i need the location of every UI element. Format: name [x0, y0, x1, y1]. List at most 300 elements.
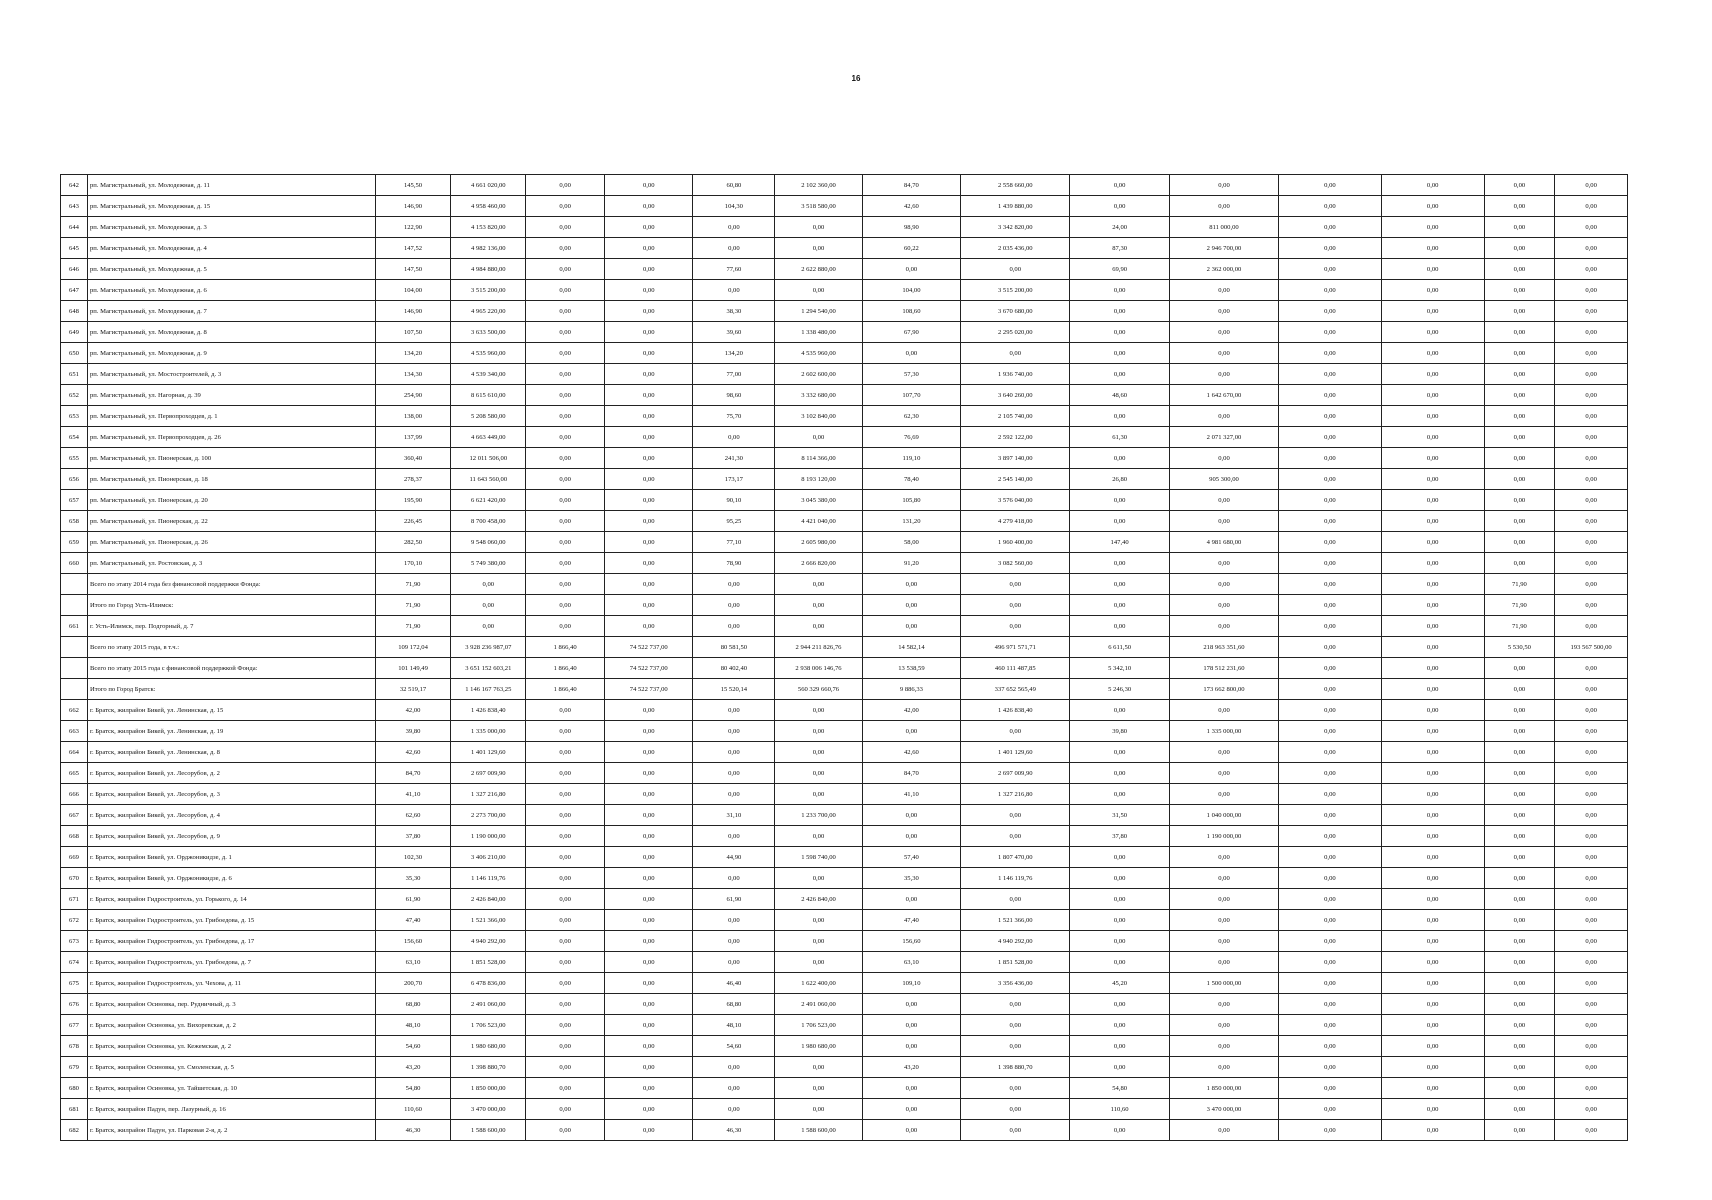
value-cell: 0,00	[451, 616, 526, 637]
value-cell: 0,00	[605, 1099, 693, 1120]
address-cell: рп. Магистральный, ул. Молодежная, д. 8	[87, 322, 375, 343]
value-cell: 0,00	[1279, 532, 1382, 553]
value-cell: 0,00	[1169, 448, 1278, 469]
table-row	[61, 826, 1628, 847]
value-cell: 0,00	[526, 469, 605, 490]
value-cell: 80 402,40	[693, 658, 775, 679]
address-cell: г. Братск, жилрайон Гидростроитель, ул. Горького, д. 14	[87, 889, 375, 910]
value-cell: 54,60	[375, 1036, 451, 1057]
value-cell: 104,00	[862, 280, 961, 301]
address-cell: рп. Магистральный, ул. Первопроходцев, д. 1	[87, 406, 375, 427]
value-cell: 98,90	[862, 217, 961, 238]
value-cell: 2 426 840,00	[775, 889, 862, 910]
value-cell: 0,00	[1279, 490, 1382, 511]
value-cell: 0,00	[1555, 952, 1628, 973]
value-cell: 101 149,49	[375, 658, 451, 679]
value-cell: 91,20	[862, 553, 961, 574]
value-cell: 138,00	[375, 406, 451, 427]
value-cell: 0,00	[1070, 910, 1170, 931]
value-cell: 42,00	[862, 700, 961, 721]
value-cell: 5 208 580,00	[451, 406, 526, 427]
value-cell: 1 233 700,00	[775, 805, 862, 826]
table-row	[61, 994, 1628, 1015]
table-row	[61, 511, 1628, 532]
table-row	[61, 616, 1628, 637]
address-cell: г. Братск, жилрайон Гидростроитель, ул. Чехова, д. 11	[87, 973, 375, 994]
value-cell: 0,00	[775, 721, 862, 742]
table-row	[61, 910, 1628, 931]
value-cell: 0,00	[526, 784, 605, 805]
value-cell: 1 294 540,00	[775, 301, 862, 322]
value-cell: 3 406 210,00	[451, 847, 526, 868]
value-cell: 76,69	[862, 427, 961, 448]
row-number: 648	[61, 301, 88, 322]
value-cell: 0,00	[1169, 742, 1278, 763]
value-cell: 0,00	[526, 427, 605, 448]
value-cell: 4 982 136,00	[451, 238, 526, 259]
value-cell: 109 172,04	[375, 637, 451, 658]
value-cell: 0,00	[961, 889, 1070, 910]
table-row	[61, 574, 1628, 595]
value-cell: 0,00	[1279, 931, 1382, 952]
value-cell: 0,00	[526, 217, 605, 238]
value-cell: 0,00	[526, 1036, 605, 1057]
value-cell: 0,00	[1555, 364, 1628, 385]
value-cell: 0,00	[526, 595, 605, 616]
value-cell: 0,00	[1484, 1057, 1555, 1078]
value-cell: 71,90	[375, 616, 451, 637]
value-cell: 5 749 380,00	[451, 553, 526, 574]
value-cell: 0,00	[526, 259, 605, 280]
value-cell: 3 670 680,00	[961, 301, 1070, 322]
row-number: 682	[61, 1120, 88, 1141]
table-row	[61, 742, 1628, 763]
value-cell: 0,00	[1381, 553, 1484, 574]
value-cell: 0,00	[526, 805, 605, 826]
value-cell: 0,00	[1169, 553, 1278, 574]
table-row	[61, 1078, 1628, 1099]
value-cell: 15 520,14	[693, 679, 775, 700]
value-cell: 0,00	[526, 175, 605, 196]
value-cell: 145,50	[375, 175, 451, 196]
value-cell: 0,00	[1070, 448, 1170, 469]
value-cell: 360,40	[375, 448, 451, 469]
value-cell: 0,00	[1279, 406, 1382, 427]
value-cell: 282,50	[375, 532, 451, 553]
value-cell: 0,00	[1279, 1078, 1382, 1099]
value-cell: 0,00	[1279, 952, 1382, 973]
value-cell: 4 279 418,00	[961, 511, 1070, 532]
value-cell: 54,60	[693, 1036, 775, 1057]
row-number: 642	[61, 175, 88, 196]
value-cell: 3 470 000,00	[451, 1099, 526, 1120]
value-cell: 0,00	[1484, 322, 1555, 343]
value-cell: 0,00	[1484, 406, 1555, 427]
value-cell: 9 886,33	[862, 679, 961, 700]
value-cell: 0,00	[1381, 658, 1484, 679]
value-cell: 0,00	[1555, 658, 1628, 679]
value-cell: 35,30	[375, 868, 451, 889]
value-cell: 0,00	[1381, 826, 1484, 847]
value-cell: 0,00	[862, 1099, 961, 1120]
value-cell: 61,90	[693, 889, 775, 910]
value-cell: 0,00	[775, 280, 862, 301]
value-cell: 0,00	[1381, 721, 1484, 742]
value-cell: 0,00	[775, 931, 862, 952]
value-cell: 95,25	[693, 511, 775, 532]
value-cell: 0,00	[605, 805, 693, 826]
value-cell: 0,00	[1070, 280, 1170, 301]
value-cell: 8 114 366,00	[775, 448, 862, 469]
value-cell: 0,00	[862, 574, 961, 595]
value-cell: 0,00	[1381, 994, 1484, 1015]
value-cell: 0,00	[1279, 511, 1382, 532]
value-cell: 60,22	[862, 238, 961, 259]
value-cell: 0,00	[961, 343, 1070, 364]
value-cell: 0,00	[526, 280, 605, 301]
value-cell: 0,00	[1070, 784, 1170, 805]
value-cell: 0,00	[1555, 532, 1628, 553]
value-cell: 14 582,14	[862, 637, 961, 658]
value-cell: 0,00	[1484, 364, 1555, 385]
address-cell: рп. Магистральный, ул. Молодежная, д. 9	[87, 343, 375, 364]
value-cell: 0,00	[1381, 427, 1484, 448]
value-cell: 0,00	[1484, 1078, 1555, 1099]
value-cell: 44,90	[693, 847, 775, 868]
value-cell: 0,00	[526, 385, 605, 406]
value-cell: 0,00	[1279, 721, 1382, 742]
value-cell: 0,00	[1555, 784, 1628, 805]
value-cell: 2 938 006 146,76	[775, 658, 862, 679]
value-cell: 0,00	[693, 280, 775, 301]
value-cell: 0,00	[526, 1120, 605, 1141]
value-cell: 1 338 480,00	[775, 322, 862, 343]
value-cell: 2 491 060,00	[451, 994, 526, 1015]
value-cell: 5 342,10	[1070, 658, 1170, 679]
address-cell: рп. Магистральный, ул. Молодежная, д. 15	[87, 196, 375, 217]
value-cell: 2 362 000,00	[1169, 259, 1278, 280]
value-cell: 0,00	[1169, 763, 1278, 784]
row-number: 649	[61, 322, 88, 343]
value-cell: 3 928 236 987,07	[451, 637, 526, 658]
table-row	[61, 175, 1628, 196]
table-row	[61, 532, 1628, 553]
table-row	[61, 868, 1628, 889]
value-cell: 0,00	[693, 595, 775, 616]
value-cell: 8 615 610,00	[451, 385, 526, 406]
value-cell: 0,00	[1484, 700, 1555, 721]
value-cell: 0,00	[605, 511, 693, 532]
row-number: 678	[61, 1036, 88, 1057]
row-number: 660	[61, 553, 88, 574]
value-cell: 0,00	[1484, 217, 1555, 238]
value-cell: 0,00	[1555, 1036, 1628, 1057]
value-cell: 0,00	[1169, 280, 1278, 301]
value-cell: 3 518 580,00	[775, 196, 862, 217]
value-cell: 0,00	[1555, 196, 1628, 217]
value-cell: 0,00	[1169, 1015, 1278, 1036]
value-cell: 0,00	[693, 868, 775, 889]
value-cell: 0,00	[1381, 490, 1484, 511]
address-cell: г. Братск, жилрайон Осиновка, ул. Вихоревская, д. 2	[87, 1015, 375, 1036]
value-cell: 0,00	[1279, 1120, 1382, 1141]
value-cell: 71,90	[375, 574, 451, 595]
value-cell: 0,00	[1484, 994, 1555, 1015]
value-cell: 0,00	[862, 826, 961, 847]
value-cell: 0,00	[526, 1015, 605, 1036]
value-cell: 71,90	[1484, 595, 1555, 616]
value-cell: 0,00	[775, 238, 862, 259]
value-cell: 3 515 200,00	[961, 280, 1070, 301]
value-cell: 0,00	[605, 532, 693, 553]
row-number: 644	[61, 217, 88, 238]
value-cell: 0,00	[1484, 343, 1555, 364]
value-cell: 0,00	[1484, 826, 1555, 847]
row-number: 669	[61, 847, 88, 868]
value-cell: 90,10	[693, 490, 775, 511]
table-row	[61, 658, 1628, 679]
value-cell: 0,00	[1555, 406, 1628, 427]
value-cell: 0,00	[1381, 595, 1484, 616]
value-cell: 39,60	[693, 322, 775, 343]
value-cell: 0,00	[1169, 175, 1278, 196]
value-cell: 104,30	[693, 196, 775, 217]
value-cell: 1 866,40	[526, 679, 605, 700]
value-cell: 0,00	[1381, 574, 1484, 595]
value-cell: 0,00	[1484, 742, 1555, 763]
value-cell: 0,00	[1484, 679, 1555, 700]
value-cell: 0,00	[605, 889, 693, 910]
value-cell: 0,00	[1070, 595, 1170, 616]
value-cell: 0,00	[605, 994, 693, 1015]
value-cell: 4 661 020,00	[451, 175, 526, 196]
value-cell: 0,00	[1169, 511, 1278, 532]
value-cell: 0,00	[605, 868, 693, 889]
value-cell: 0,00	[526, 1057, 605, 1078]
value-cell: 0,00	[775, 1099, 862, 1120]
value-cell: 0,00	[1279, 826, 1382, 847]
value-cell: 0,00	[1555, 1078, 1628, 1099]
value-cell: 2 697 009,90	[961, 763, 1070, 784]
value-cell: 0,00	[1070, 868, 1170, 889]
value-cell: 4 663 449,00	[451, 427, 526, 448]
value-cell: 109,10	[862, 973, 961, 994]
value-cell: 0,00	[1070, 952, 1170, 973]
value-cell: 195,90	[375, 490, 451, 511]
value-cell: 0,00	[775, 1078, 862, 1099]
value-cell: 4 421 040,00	[775, 511, 862, 532]
value-cell: 87,30	[1070, 238, 1170, 259]
value-cell: 46,30	[693, 1120, 775, 1141]
value-cell: 1 851 528,00	[961, 952, 1070, 973]
value-cell: 2 295 020,00	[961, 322, 1070, 343]
value-cell: 0,00	[1381, 1036, 1484, 1057]
value-cell: 0,00	[1279, 322, 1382, 343]
value-cell: 0,00	[526, 553, 605, 574]
value-cell: 3 640 260,00	[961, 385, 1070, 406]
value-cell: 0,00	[1555, 469, 1628, 490]
value-cell: 0,00	[1279, 280, 1382, 301]
row-number: 663	[61, 721, 88, 742]
table-row	[61, 1057, 1628, 1078]
value-cell: 0,00	[1484, 973, 1555, 994]
row-number: 654	[61, 427, 88, 448]
value-cell: 0,00	[1169, 406, 1278, 427]
value-cell: 0,00	[1070, 1057, 1170, 1078]
value-cell: 108,60	[862, 301, 961, 322]
value-cell: 0,00	[451, 574, 526, 595]
value-cell: 0,00	[1555, 1120, 1628, 1141]
value-cell: 0,00	[1484, 385, 1555, 406]
value-cell: 2 071 327,00	[1169, 427, 1278, 448]
value-cell: 0,00	[1279, 889, 1382, 910]
value-cell: 3 651 152 603,21	[451, 658, 526, 679]
value-cell: 0,00	[1169, 952, 1278, 973]
value-cell: 905 300,00	[1169, 469, 1278, 490]
value-cell: 58,00	[862, 532, 961, 553]
value-cell: 4 984 880,00	[451, 259, 526, 280]
row-number: 680	[61, 1078, 88, 1099]
value-cell: 0,00	[605, 931, 693, 952]
row-number: 670	[61, 868, 88, 889]
value-cell: 0,00	[862, 994, 961, 1015]
value-cell: 0,00	[1555, 721, 1628, 742]
value-cell: 31,50	[1070, 805, 1170, 826]
address-cell: рп. Магистральный, ул. Пионерская, д. 26	[87, 532, 375, 553]
address-cell: г. Братск, жилрайон Осиновка, ул. Кежемская, д. 2	[87, 1036, 375, 1057]
value-cell: 1 335 000,00	[451, 721, 526, 742]
value-cell: 0,00	[1169, 910, 1278, 931]
value-cell: 0,00	[451, 595, 526, 616]
table-row	[61, 301, 1628, 322]
value-cell: 1 040 000,00	[1169, 805, 1278, 826]
table-row	[61, 448, 1628, 469]
value-cell: 2 592 122,00	[961, 427, 1070, 448]
value-cell: 0,00	[961, 826, 1070, 847]
value-cell: 0,00	[1279, 637, 1382, 658]
address-cell: Итого по Город Братск:	[87, 679, 375, 700]
value-cell: 0,00	[693, 763, 775, 784]
value-cell: 0,00	[526, 616, 605, 637]
value-cell: 137,99	[375, 427, 451, 448]
value-cell: 0,00	[1484, 889, 1555, 910]
value-cell: 0,00	[1381, 1099, 1484, 1120]
housing-program-table	[60, 174, 1628, 1141]
value-cell: 0,00	[1381, 1120, 1484, 1141]
value-cell: 62,30	[862, 406, 961, 427]
table-row	[61, 364, 1628, 385]
value-cell: 12 011 506,00	[451, 448, 526, 469]
value-cell: 0,00	[526, 826, 605, 847]
value-cell: 0,00	[1555, 805, 1628, 826]
row-number: 662	[61, 700, 88, 721]
value-cell: 0,00	[1381, 532, 1484, 553]
value-cell: 0,00	[1555, 910, 1628, 931]
value-cell: 0,00	[605, 343, 693, 364]
value-cell: 1 327 216,80	[961, 784, 1070, 805]
value-cell: 0,00	[1484, 490, 1555, 511]
value-cell: 98,60	[693, 385, 775, 406]
value-cell: 110,60	[1070, 1099, 1170, 1120]
address-cell: г. Братск, жилрайон Бикей, ул. Орджоникидзе, д. 1	[87, 847, 375, 868]
value-cell: 0,00	[1279, 238, 1382, 259]
value-cell: 31,10	[693, 805, 775, 826]
value-cell: 0,00	[693, 826, 775, 847]
value-cell: 1 960 400,00	[961, 532, 1070, 553]
table-row	[61, 679, 1628, 700]
address-cell: г. Братск, жилрайон Падун, ул. Парковая 2-я, д. 2	[87, 1120, 375, 1141]
value-cell: 122,90	[375, 217, 451, 238]
table-row	[61, 238, 1628, 259]
address-cell: Всего по этапу 2014 года без финансовой поддержки Фонда:	[87, 574, 375, 595]
value-cell: 0,00	[1484, 868, 1555, 889]
value-cell: 4 153 820,00	[451, 217, 526, 238]
value-cell: 0,00	[1070, 364, 1170, 385]
value-cell: 84,70	[862, 175, 961, 196]
address-cell: г. Братск, жилрайон Гидростроитель, ул. Грибоедова, д. 17	[87, 931, 375, 952]
table-row	[61, 763, 1628, 784]
value-cell: 0,00	[1555, 385, 1628, 406]
value-cell: 8 193 120,00	[775, 469, 862, 490]
value-cell: 63,10	[862, 952, 961, 973]
value-cell: 0,00	[1381, 637, 1484, 658]
value-cell: 0,00	[1555, 343, 1628, 364]
value-cell: 0,00	[526, 889, 605, 910]
value-cell: 57,30	[862, 364, 961, 385]
value-cell: 0,00	[1070, 511, 1170, 532]
address-cell: рп. Магистральный, ул. Молодежная, д. 3	[87, 217, 375, 238]
value-cell: 0,00	[605, 763, 693, 784]
value-cell: 2 602 600,00	[775, 364, 862, 385]
value-cell: 0,00	[526, 406, 605, 427]
table-row	[61, 973, 1628, 994]
value-cell: 43,20	[862, 1057, 961, 1078]
value-cell: 0,00	[862, 1078, 961, 1099]
value-cell: 0,00	[1555, 1057, 1628, 1078]
value-cell: 0,00	[1484, 1015, 1555, 1036]
row-number: 651	[61, 364, 88, 385]
value-cell: 0,00	[605, 427, 693, 448]
value-cell: 0,00	[1279, 700, 1382, 721]
value-cell: 0,00	[1070, 1120, 1170, 1141]
value-cell: 0,00	[1555, 553, 1628, 574]
value-cell: 0,00	[1169, 1120, 1278, 1141]
address-cell: рп. Магистральный, ул. Молодежная, д. 6	[87, 280, 375, 301]
value-cell: 0,00	[862, 721, 961, 742]
value-cell: 0,00	[1070, 343, 1170, 364]
row-number: 667	[61, 805, 88, 826]
value-cell: 0,00	[1484, 952, 1555, 973]
value-cell: 0,00	[1279, 1015, 1382, 1036]
value-cell: 26,80	[1070, 469, 1170, 490]
value-cell: 0,00	[1279, 217, 1382, 238]
value-cell: 0,00	[961, 721, 1070, 742]
value-cell: 4 965 220,00	[451, 301, 526, 322]
value-cell: 47,40	[375, 910, 451, 931]
value-cell: 0,00	[1555, 238, 1628, 259]
value-cell: 0,00	[526, 1099, 605, 1120]
value-cell: 60,80	[693, 175, 775, 196]
value-cell: 0,00	[1484, 1036, 1555, 1057]
value-cell: 119,10	[862, 448, 961, 469]
value-cell: 278,37	[375, 469, 451, 490]
value-cell: 0,00	[1279, 595, 1382, 616]
value-cell: 156,60	[862, 931, 961, 952]
value-cell: 0,00	[526, 910, 605, 931]
value-cell: 74 522 737,00	[605, 637, 693, 658]
row-number: 679	[61, 1057, 88, 1078]
row-number: 665	[61, 763, 88, 784]
